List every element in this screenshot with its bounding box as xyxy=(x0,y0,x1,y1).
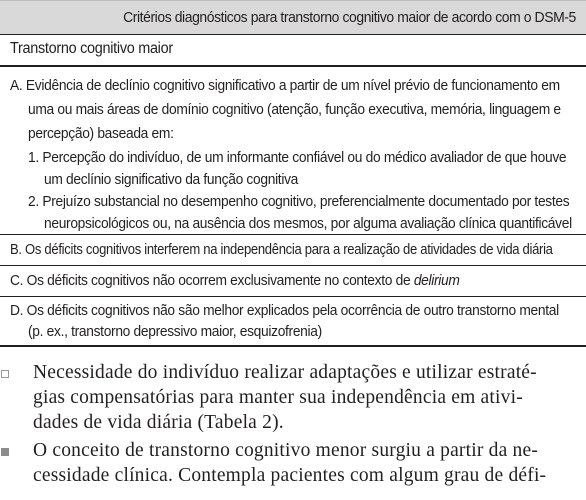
paragraph-line: dades de vida diária (Tabela 2). xyxy=(33,412,284,433)
criterion-c-text xyxy=(10,272,460,289)
criterion-b-text: B. Os déficits cognitivos interferem na independência para a realização de atividades de vida diária xyxy=(10,241,553,258)
paragraph-line: gias compensatórias para manter sua independência em ativi- xyxy=(33,387,523,408)
criterion-c-row xyxy=(0,266,586,297)
criterion-b-row xyxy=(0,235,586,266)
criterion-a-sub2-line-2: neuropsicológicos ou, na ausência dos mesmos, por alguma avaliação clínica quantificável xyxy=(44,215,572,232)
table-caption: Critérios diagnósticos para transtorno cognitivo maior de acordo com o DSM-5 xyxy=(123,9,576,26)
criterion-a-sub1-line-1: 1. Percepção do indivíduo, de um informante confiável ou do médico avaliador de que houve xyxy=(28,149,567,166)
criterion-d-row xyxy=(0,297,586,347)
criterion-c-italic: delirium xyxy=(413,272,460,289)
table-header xyxy=(0,34,586,67)
paragraph-line: Necessidade do indivíduo realizar adaptações e utilizar estraté- xyxy=(33,362,537,383)
criterion-d-line-1: D. Os déficits cognitivos não são melhor explicados pela ocorrência de outro transtorno mental xyxy=(10,302,559,319)
table-header-label: Transtorno cognitivo maior xyxy=(10,40,173,57)
table-caption-bar xyxy=(0,0,586,34)
criterion-a-sub2-line-1: 2. Prejuízo substancial no desempenho cognitivo, preferencialmente documentado por testes xyxy=(28,193,570,210)
criterion-a-line-1: A. Evidência de declínio cognitivo significativo a partir de um nível prévio de funcionamento em xyxy=(10,77,560,94)
criterion-a-line-2: uma ou mais áreas de domínio cognitivo (atenção, função executiva, memória, linguagem e xyxy=(28,101,561,118)
criterion-a-sub1-line-2: um declínio significativo da função cognitiva xyxy=(44,171,299,188)
square-bullet-icon xyxy=(1,370,9,378)
criterion-a-line-3: percepção) baseada em: xyxy=(28,125,174,142)
square-bullet-icon xyxy=(1,448,9,456)
paragraph-line: cessidade clínica. Contempla pacientes com algum grau de défi- xyxy=(33,465,547,486)
criterion-a-row xyxy=(0,67,586,235)
paragraph-line: O conceito de transtorno cognitivo menor surgiu a partir da ne- xyxy=(33,440,539,461)
criterion-d-line-2: (p. ex., transtorno depressivo maior, esquizofrenia) xyxy=(28,323,322,340)
criterion-c-main: C. Os déficits cognitivos não ocorrem exclusivamente no contexto de xyxy=(10,272,414,289)
